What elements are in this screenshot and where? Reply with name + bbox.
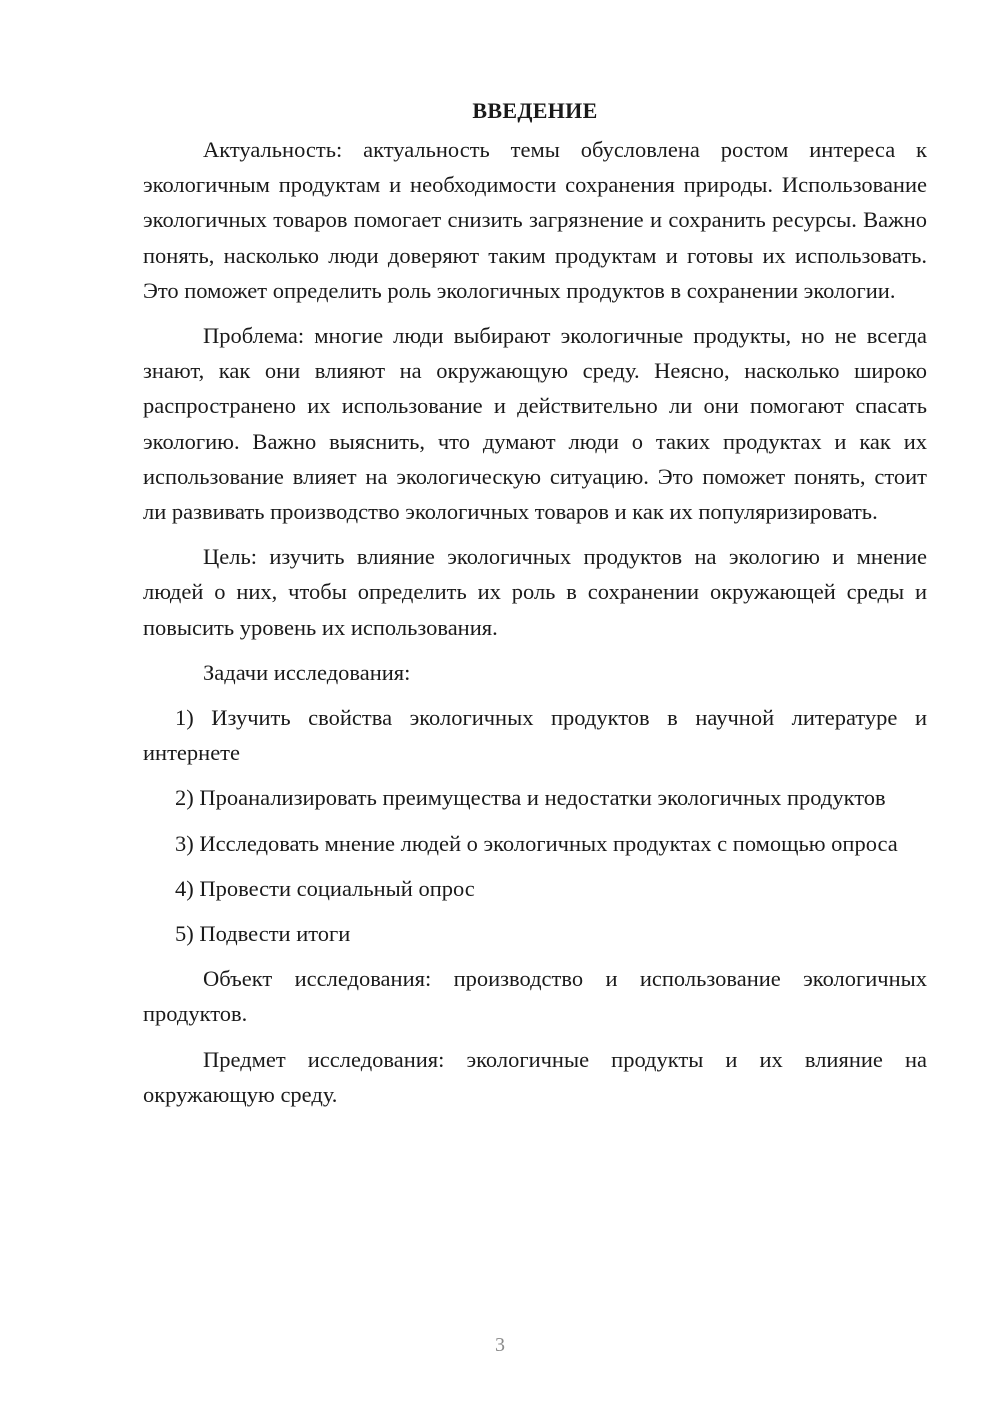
tasks-label: Задачи исследования:	[203, 659, 411, 685]
object-paragraph: Объект исследования: производство и использование экологичных продуктов.	[143, 966, 927, 1027]
section-heading: ВВЕДЕНИЕ	[472, 98, 598, 123]
task-item-4: 4) Провести социальный опрос	[175, 875, 475, 901]
problem-paragraph: Проблема: многие люди выбирают экологичные продукты, но не всегда знают, как они влияют на окружающую среду. Неясно, насколько широко распространено их использование и действительно ли они помогают спасать экологию. Важно выяснить, что думают люди о таких продуктах и как их использование влияет на экологическую ситуацию. Это поможет понять, стоит ли развивать производство экологичных товаров и как их популяризировать.	[143, 323, 927, 525]
task-item-3: 3) Исследовать мнение людей о экологичных продуктах с помощью опроса	[175, 830, 898, 856]
page-number: 3	[495, 1334, 505, 1356]
goal-paragraph: Цель: изучить влияние экологичных продуктов на экологию и мнение людей о них, чтобы определить их роль в сохранении окружающей среды и повысить уровень их использования.	[143, 544, 927, 640]
document-page	[143, 96, 927, 1122]
actuality-paragraph: Актуальность: актуальность темы обусловлена ростом интереса к экологичным продуктам и необходимости сохранения природы. Использование экологичных товаров помогает снизить загрязнение и сохранить ресурсы. Важно понять, насколько люди доверяют таким продуктам и готовы их использовать. Это поможет определить роль экологичных продуктов в сохранении экологии.	[143, 137, 927, 303]
tasks-list	[143, 700, 927, 951]
subject-paragraph: Предмет исследования: экологичные продукты и их влияние на окружающую среду.	[143, 1046, 927, 1107]
task-item-1: 1) Изучить свойства экологичных продуктов в научной литературе и интернете	[143, 705, 927, 766]
task-item-5: 5) Подвести итоги	[175, 921, 351, 947]
task-item-2: 2) Проанализировать преимущества и недостатки экологичных продуктов	[175, 785, 886, 811]
